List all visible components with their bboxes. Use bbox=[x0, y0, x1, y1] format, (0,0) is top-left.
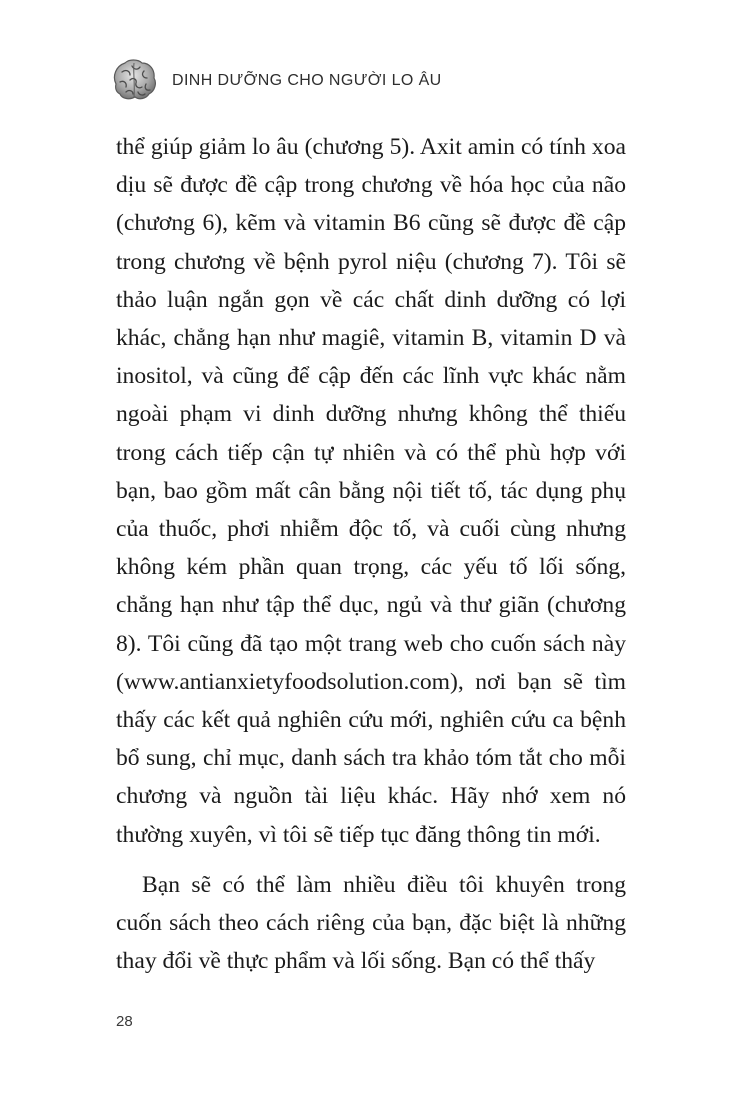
body-text bbox=[116, 128, 626, 980]
running-title: DINH DƯỠNG CHO NGƯỜI LO ÂU bbox=[172, 72, 442, 89]
paragraph: thể giúp giảm lo âu (chương 5). Axit amin có tính xoa dịu sẽ được đề cập trong chương về hóa học của não (chương 6), kẽm và vitamin B6 cũng sẽ được đề cập trong chương về bệnh pyrol niệu (chương 7). Tôi sẽ thảo luận ngắn gọn về các chất dinh dưỡng có lợi khác, chẳng hạn như magiê, vitamin B, vitamin D và inositol, và cũng để cập đến các lĩnh vực khác nằm ngoài phạm vi dinh dưỡng nhưng không thể thiếu trong cách tiếp cận tự nhiên và có thể phù hợp với bạn, bao gồm mất cân bằng nội tiết tố, tác dụng phụ của thuốc, phơi nhiễm độc tố, và cuối cùng nhưng không kém phần quan trọng, các yếu tố lối sống, chẳng hạn như tập thể dục, ngủ và thư giãn (chương 8). Tôi cũng đã tạo một trang web cho cuốn sách này (www.antianxietyfoodsolution.com), nơi bạn sẽ tìm thấy các kết quả nghiên cứu mới, nghiên cứu ca bệnh bổ sung, chỉ mục, danh sách tra khảo tóm tắt cho mỗi chương và nguồn tài liệu khác. Hãy nhớ xem nó thường xuyên, vì tôi sẽ tiếp tục đăng thông tin mới. bbox=[116, 134, 626, 848]
page-header bbox=[108, 52, 442, 108]
page-number: 28 bbox=[116, 1013, 133, 1030]
brain-icon bbox=[108, 54, 160, 106]
paragraph: Bạn sẽ có thể làm nhiều điều tôi khuyên trong cuốn sách theo cách riêng của bạn, đặc biệt là những thay đổi về thực phẩm và lối sống. Bạn có thể thấy bbox=[116, 871, 626, 975]
